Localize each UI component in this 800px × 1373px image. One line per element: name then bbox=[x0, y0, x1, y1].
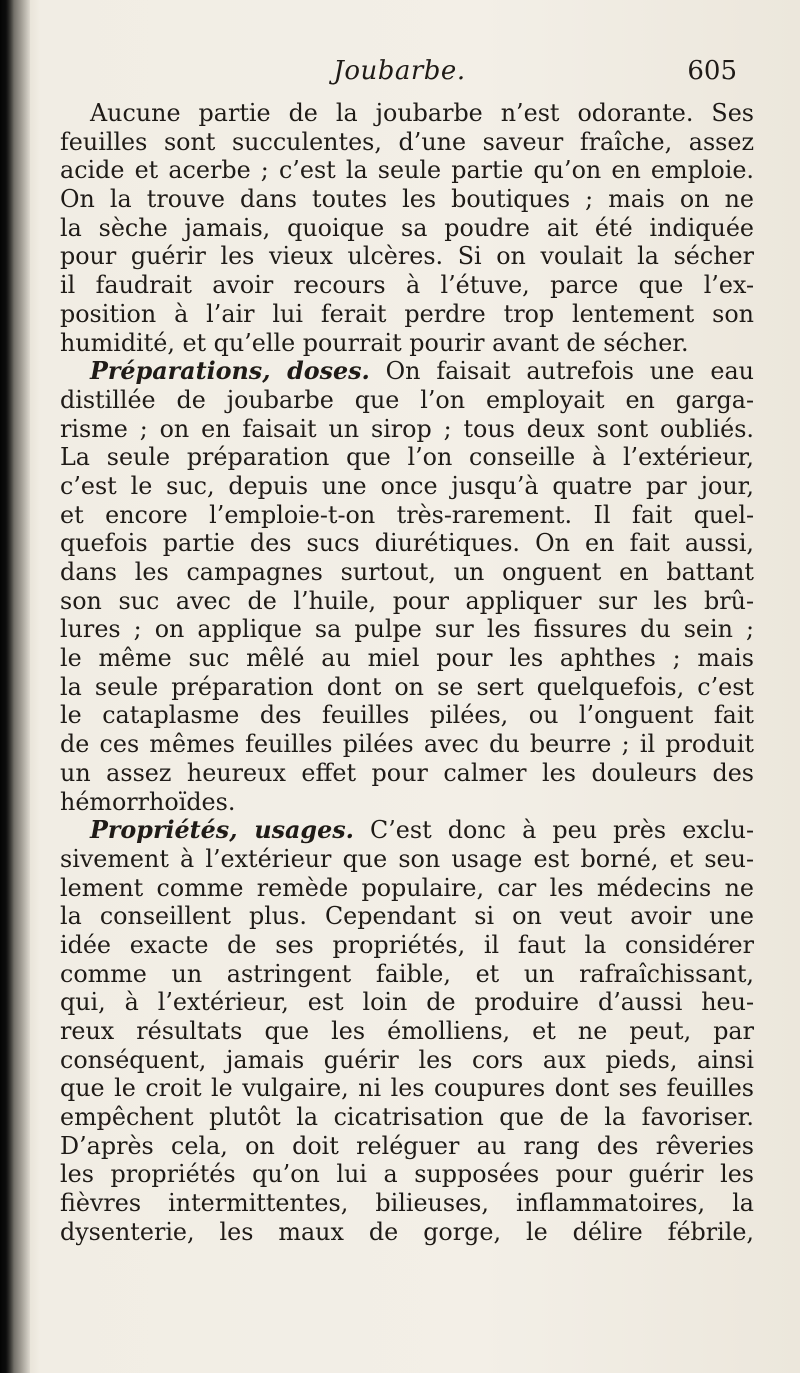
heading-line-rest: C’est donc à peu près exclu- bbox=[353, 816, 754, 845]
section-first-line bbox=[60, 357, 754, 386]
text-line: et encore l’emploie-t-on très-rarement. Il fait quel- bbox=[60, 500, 754, 529]
section-heading-proprietes: Propriétés, usages. bbox=[90, 816, 354, 845]
text-line: On la trouve dans toutes les boutiques ; mais on ne bbox=[60, 185, 754, 214]
running-title: Joubarbe. bbox=[333, 56, 466, 86]
text-line: que le croit le vulgaire, ni les coupures dont ses feuilles bbox=[60, 1074, 754, 1103]
text-line: lement comme remède populaire, car les médecins ne bbox=[60, 873, 754, 902]
text-line: feuilles sont succulentes, d’une saveur fraîche, assez bbox=[60, 127, 754, 156]
text-line: risme ; on en faisait un sirop ; tous deux sont oubliés. bbox=[60, 414, 754, 443]
text-line: le même suc mêlé au miel pour les aphthes ; mais bbox=[60, 644, 754, 673]
text-line: quefois partie des sucs diurétiques. On en fait aussi, bbox=[60, 529, 754, 558]
text-line: dysenterie, les maux de gorge, le délire fébrile, bbox=[60, 1217, 754, 1246]
text-line: lures ; on applique sa pulpe sur les fissures du sein ; bbox=[60, 615, 754, 644]
page-number: 605 bbox=[687, 56, 737, 86]
text-line: conséquent, jamais guérir les cors aux pieds, ainsi bbox=[60, 1045, 754, 1074]
text-line: hémorrhoïdes. bbox=[60, 787, 236, 816]
text-line: sivement à l’extérieur que son usage est borné, et seu- bbox=[60, 844, 754, 873]
text-line: humidité, et qu’elle pourrait pourir avant de sécher. bbox=[60, 328, 689, 357]
text-line: la conseillent plus. Cependant si on veut avoir une bbox=[60, 902, 754, 931]
text-line: qui, à l’extérieur, est loin de produire d’aussi heu- bbox=[60, 988, 754, 1017]
page-header bbox=[62, 56, 737, 96]
binding-gutter bbox=[0, 0, 30, 1373]
text-line: son suc avec de l’huile, pour appliquer sur les brû- bbox=[60, 586, 754, 615]
text-line: fièvres intermittentes, bilieuses, inflammatoires, la bbox=[60, 1189, 754, 1218]
text-line: de ces mêmes feuilles pilées avec du beurre ; il produit bbox=[60, 730, 754, 759]
section-heading-preparations: Préparations, doses. bbox=[90, 357, 370, 386]
section-first-line bbox=[60, 816, 754, 845]
body-text bbox=[60, 99, 754, 1247]
text-line: c’est le suc, depuis une once jusqu’à quatre par jour, bbox=[60, 471, 754, 500]
text-line: Aucune partie de la joubarbe n’est odorante. Ses bbox=[90, 99, 754, 127]
text-line: le cataplasme des feuilles pilées, ou l’onguent fait bbox=[60, 701, 754, 730]
text-line: La seule préparation que l’on conseille à l’extérieur, bbox=[60, 443, 754, 472]
text-line: pour guérir les vieux ulcères. Si on voulait la sécher bbox=[60, 242, 754, 271]
text-line: dans les campagnes surtout, un onguent en battant bbox=[60, 558, 754, 586]
text-line: il faudrait avoir recours à l’étuve, parce que l’ex- bbox=[60, 271, 754, 300]
text-line: comme un astringent faible, et un rafraîchissant, bbox=[60, 959, 754, 988]
text-line: D’après cela, on doit reléguer au rang des rêveries bbox=[60, 1131, 754, 1160]
text-line: empêchent plutôt la cicatrisation que de la favoriser. bbox=[60, 1103, 754, 1132]
text-line: reux résultats que les émolliens, et ne peut, par bbox=[60, 1017, 754, 1045]
heading-line-rest: On faisait autrefois une eau bbox=[369, 357, 754, 386]
text-line: un assez heureux effet pour calmer les douleurs des bbox=[60, 758, 754, 787]
text-line: la seule préparation dont on se sert quelquefois, c’est bbox=[60, 672, 754, 701]
text-line: idée exacte de ses propriétés, il faut la considérer bbox=[60, 930, 754, 959]
text-line: acide et acerbe ; c’est la seule partie qu’on en emploie. bbox=[60, 156, 754, 185]
text-line: position à l’air lui ferait perdre trop lentement son bbox=[60, 299, 754, 328]
text-line: la sèche jamais, quoique sa poudre ait été indiquée bbox=[60, 213, 754, 242]
text-line: les propriétés qu’on lui a supposées pour guérir les bbox=[60, 1160, 754, 1189]
text-line: distillée de joubarbe que l’on employait en garga- bbox=[60, 385, 754, 414]
